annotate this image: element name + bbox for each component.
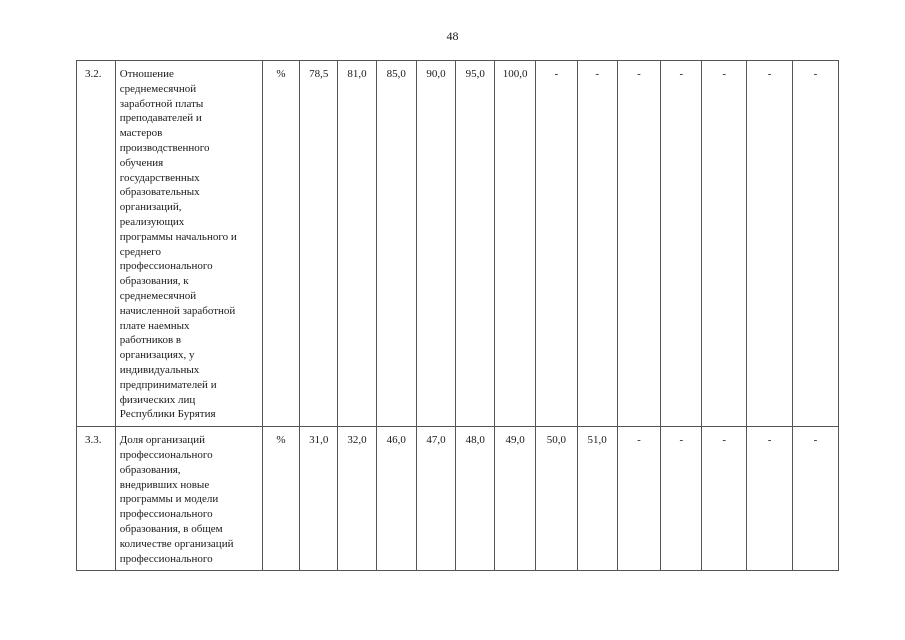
value-cell: 81,0 xyxy=(338,61,377,427)
value-cell: 49,0 xyxy=(495,427,536,571)
value-cell: 31,0 xyxy=(300,427,338,571)
unit-cell: % xyxy=(262,61,300,427)
value-cell: - xyxy=(661,427,702,571)
value-cell: - xyxy=(792,427,838,571)
value-cell: 85,0 xyxy=(376,61,416,427)
value-cell: 47,0 xyxy=(416,427,456,571)
table-row xyxy=(77,61,839,427)
value-cell: 51,0 xyxy=(577,427,617,571)
value-cell: - xyxy=(702,61,747,427)
value-cell: - xyxy=(661,61,702,427)
row-number: 3.2. xyxy=(77,61,116,427)
value-cell: - xyxy=(617,427,661,571)
value-cell: - xyxy=(747,427,793,571)
indicator-name: Доля организаций профессионального образования, внедривших новые программы и модели профессионального образования, в общем количестве организаций профессионального xyxy=(115,427,262,571)
value-cell: 78,5 xyxy=(300,61,338,427)
value-cell: - xyxy=(617,61,661,427)
page-number: 48 xyxy=(446,29,459,43)
value-cell: - xyxy=(702,427,747,571)
indicators-table xyxy=(76,60,839,571)
value-cell: - xyxy=(747,61,793,427)
value-cell: 50,0 xyxy=(535,427,577,571)
value-cell: 100,0 xyxy=(495,61,536,427)
unit-cell: % xyxy=(262,427,300,571)
table-row xyxy=(77,427,839,571)
indicator-name: Отношение среднемесячной заработной платы преподавателей и мастеров производственного обучения государственных образовательных организаций, реализующих программы начального и среднего профессионального образования, к среднемесячной начисленной заработной плате наемных работников в организациях, у индивидуальных предпринимателей и физических лиц Республики Бурятия xyxy=(115,61,262,427)
value-cell: 90,0 xyxy=(416,61,456,427)
value-cell: 95,0 xyxy=(456,61,495,427)
value-cell: - xyxy=(535,61,577,427)
value-cell: - xyxy=(792,61,838,427)
value-cell: 48,0 xyxy=(456,427,495,571)
value-cell: - xyxy=(577,61,617,427)
row-number: 3.3. xyxy=(77,427,116,571)
value-cell: 46,0 xyxy=(376,427,416,571)
value-cell: 32,0 xyxy=(338,427,377,571)
